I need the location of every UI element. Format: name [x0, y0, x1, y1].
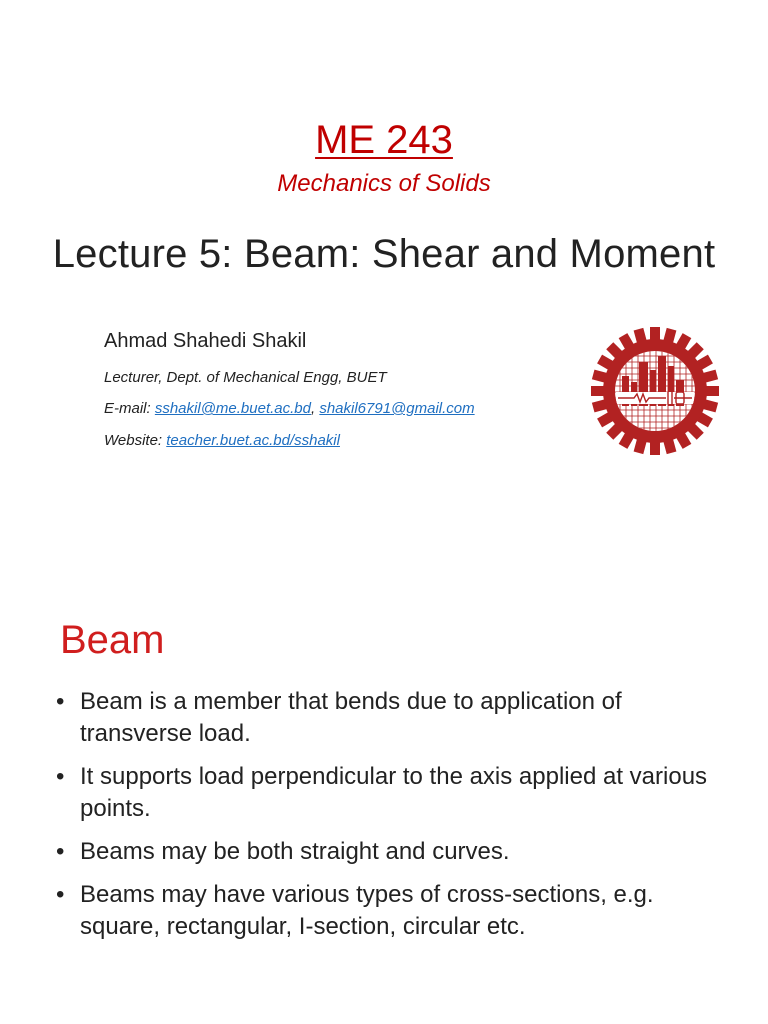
bullet-text: Beam is a member that bends due to application of transverse load.	[80, 688, 622, 747]
list-item	[56, 879, 736, 943]
list-item	[56, 686, 736, 750]
list-item	[56, 836, 736, 868]
author-name: Ahmad Shahedi Shakil	[104, 330, 307, 352]
website-link[interactable]: teacher.buet.ac.bd/sshakil	[166, 432, 340, 449]
email-separator: ,	[310, 400, 320, 417]
bullet-symbol: •	[56, 881, 65, 908]
course-name: Mechanics of Solids	[277, 170, 491, 197]
author-website-line	[104, 432, 340, 449]
lecture-title: Lecture 5: Beam: Shear and Moment	[52, 232, 716, 276]
bullet-list	[56, 686, 736, 954]
section-title: Beam	[60, 618, 165, 662]
bullet-symbol: •	[56, 838, 65, 865]
buet-gear-logo-icon	[590, 326, 720, 456]
bullet-text: Beams may be both straight and curves.	[80, 838, 510, 865]
email-link-2[interactable]: shakil6791@gmail.com	[319, 400, 475, 417]
bullet-text: Beams may have various types of cross-sections, e.g. square, rectangular, I-section, circular etc.	[80, 881, 654, 940]
bullet-text: It supports load perpendicular to the axis applied at various points.	[80, 763, 708, 822]
website-label: Website:	[104, 432, 167, 449]
bullet-symbol: •	[56, 763, 65, 790]
author-position: Lecturer, Dept. of Mechanical Engg, BUET	[104, 369, 387, 386]
bullet-symbol: •	[56, 688, 65, 715]
course-code: ME 243	[315, 118, 453, 162]
list-item	[56, 761, 736, 825]
email-label: E-mail:	[104, 400, 155, 417]
email-link-1[interactable]: sshakil@me.buet.ac.bd	[154, 400, 311, 417]
author-email-line	[104, 400, 475, 417]
